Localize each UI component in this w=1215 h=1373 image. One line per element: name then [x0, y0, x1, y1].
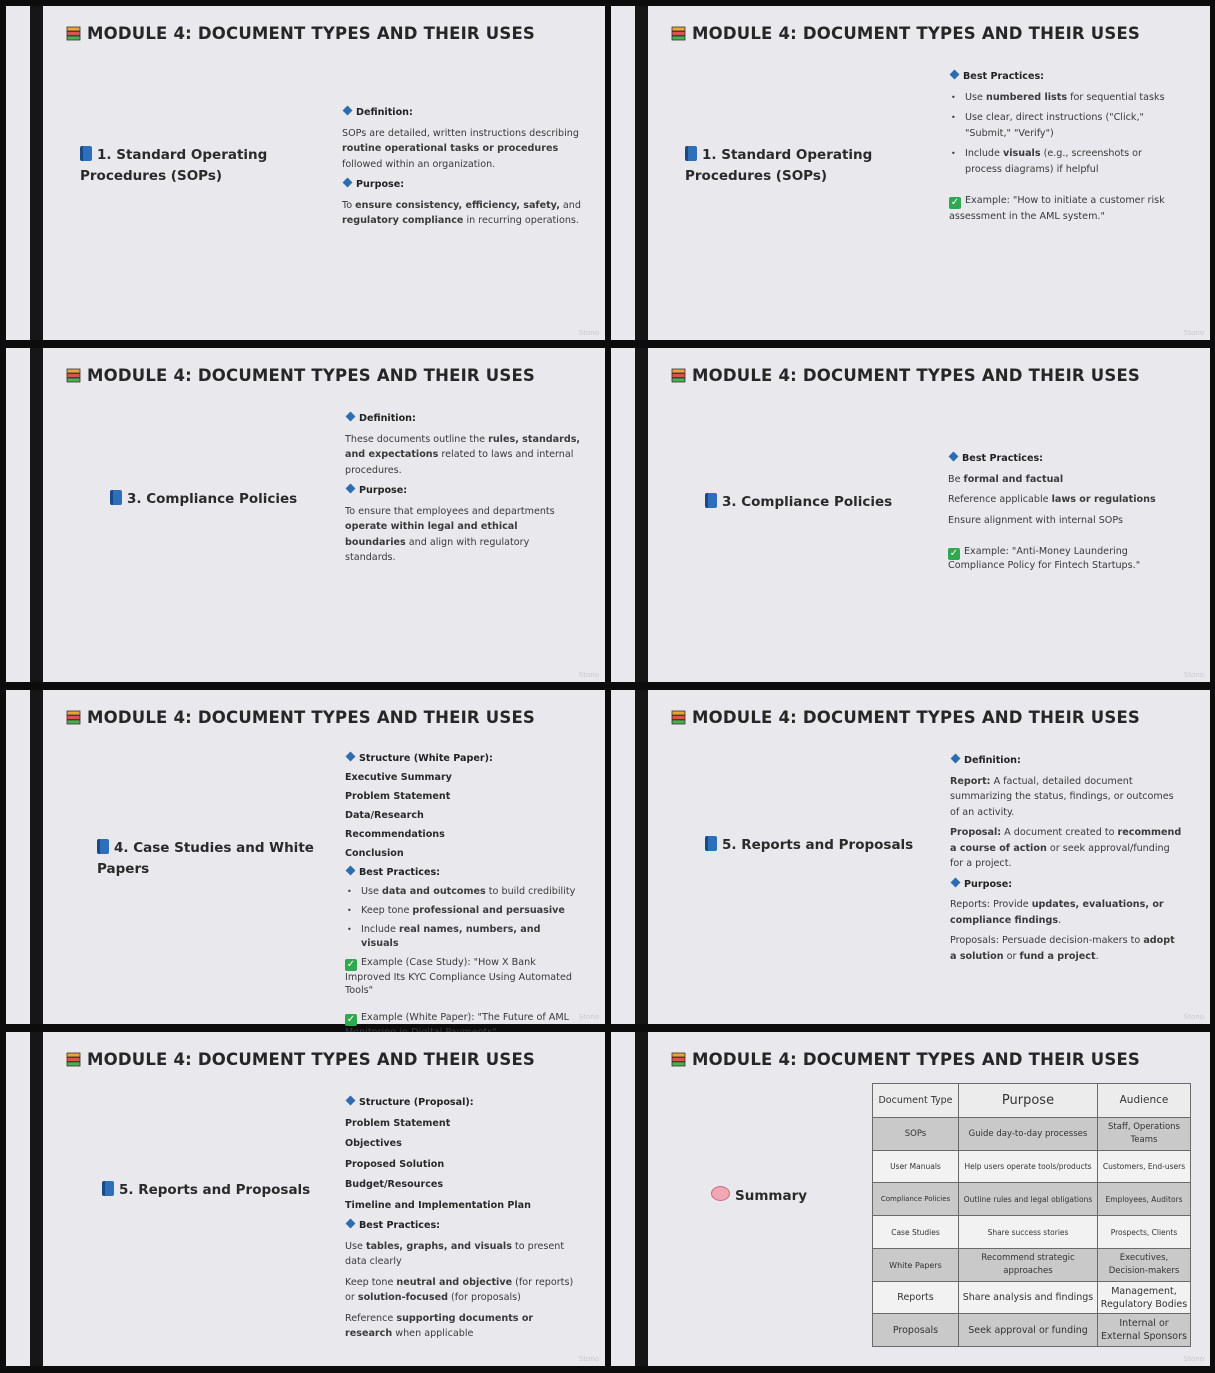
slide-left-bar — [30, 348, 43, 682]
practice-line: Keep tone neutral and objective (for reports) or solution-focused (for proposals) — [345, 1276, 574, 1303]
table-row — [873, 1151, 1191, 1183]
purpose-text: To ensure that employees and departments operate within legal and ethical boundaries and align with regulatory standards. — [345, 505, 555, 563]
table-cell: Prospects, Clients — [1098, 1216, 1191, 1249]
books-icon — [671, 710, 686, 725]
diamond-icon — [346, 412, 356, 422]
structure-item: Proposed Solution — [345, 1158, 445, 1170]
slide-topic: Summary — [711, 1186, 851, 1207]
table-cell: Compliance Policies — [873, 1183, 959, 1216]
definition-heading: Definition: — [950, 753, 1182, 769]
table-cell: Staff, Operations Teams — [1098, 1118, 1191, 1151]
books-icon — [66, 1052, 81, 1067]
slide-content — [345, 1095, 581, 1347]
table-cell: Outline rules and legal obligations — [959, 1183, 1098, 1216]
summary-table — [872, 1083, 1191, 1347]
diamond-icon — [346, 1219, 356, 1229]
structure-heading: Structure (Proposal): — [345, 1095, 581, 1111]
checkmark-icon: ✓ — [950, 197, 960, 208]
books-icon — [66, 26, 81, 41]
slide-6[interactable] — [611, 690, 1210, 1024]
table-cell: Share analysis and findings — [959, 1282, 1098, 1314]
slide-title: MODULE 4: DOCUMENT TYPES AND THEIR USES — [671, 24, 1140, 43]
slide-content — [949, 69, 1179, 230]
table-cell: Proposals — [873, 1314, 959, 1347]
table-cell: SOPs — [873, 1118, 959, 1151]
slide-left-bar — [635, 6, 648, 340]
diamond-icon — [346, 1096, 356, 1106]
checkmark-icon: ✓ — [346, 959, 356, 970]
diamond-icon — [346, 752, 356, 762]
books-icon — [671, 368, 686, 383]
slide-left-bar — [635, 690, 648, 1024]
book-icon — [97, 839, 109, 854]
slide-title: MODULE 4: DOCUMENT TYPES AND THEIR USES — [66, 1050, 535, 1069]
watermark: Stono — [578, 671, 599, 679]
report-definition: Report: A factual, detailed document summarizing the status, findings, or outcomes of an activity. — [950, 775, 1174, 818]
watermark: Stono — [1183, 329, 1204, 337]
slide-topic: 1. Standard Operating Procedures (SOPs) — [685, 147, 873, 184]
bullet-item: • Use numbered lists for sequential tasks — [949, 90, 1179, 106]
table-row — [873, 1118, 1191, 1151]
table-row — [873, 1183, 1191, 1216]
slide-left-bar — [30, 1032, 43, 1366]
table-row — [873, 1282, 1191, 1314]
table-row — [873, 1249, 1191, 1282]
slide-topic: 5. Reports and Proposals — [102, 1180, 322, 1201]
slide-left-bar — [30, 690, 43, 1024]
example-text: ✓ Example: "How to initiate a customer risk assessment in the AML system." — [949, 195, 1165, 222]
slide-title: MODULE 4: DOCUMENT TYPES AND THEIR USES — [66, 24, 535, 43]
structure-item: Timeline and Implementation Plan — [345, 1199, 531, 1211]
structure-item: Data/Research — [345, 810, 424, 821]
table-header-row — [873, 1084, 1191, 1118]
bullet-item: • Use data and outcomes to build credibility — [345, 885, 579, 899]
slide-content — [950, 753, 1182, 969]
table-cell: White Papers — [873, 1249, 959, 1282]
books-icon — [671, 1052, 686, 1067]
diamond-icon — [346, 484, 356, 494]
example-text: ✓ Example: "Anti-Money Laundering Compliance Policy for Fintech Startups." — [948, 546, 1141, 571]
watermark: Stono — [1183, 1355, 1204, 1363]
diamond-icon — [950, 70, 960, 80]
best-practices-heading: Best Practices: — [948, 451, 1178, 467]
table-cell: User Manuals — [873, 1151, 959, 1183]
watermark: Stono — [578, 329, 599, 337]
definition-text: SOPs are detailed, written instructions describing routine operational tasks or procedures followed within an organization. — [342, 127, 579, 170]
slide-title: MODULE 4: DOCUMENT TYPES AND THEIR USES — [66, 366, 535, 385]
book-icon — [110, 490, 122, 505]
example-text: ✓ Example (White Paper): "The Future of AML — [346, 1012, 569, 1025]
watermark: Stono — [1183, 671, 1204, 679]
watermark: Stono — [578, 1355, 599, 1363]
diamond-icon — [951, 754, 961, 764]
slide-topic: 1. Standard Operating Procedures (SOPs) — [80, 147, 268, 184]
purpose-proposals: Proposals: Persuade decision-makers to adopt a solution or fund a project. — [950, 935, 1175, 962]
slide-4[interactable] — [611, 348, 1210, 682]
diamond-icon — [343, 106, 353, 116]
slide-content — [345, 752, 579, 1044]
book-icon — [705, 493, 717, 508]
slide-3[interactable] — [6, 348, 605, 682]
header-cell: Audience — [1098, 1084, 1191, 1118]
structure-item: Recommendations — [345, 829, 445, 840]
slide-topic: 4. Case Studies and White Papers — [97, 840, 314, 877]
slide-topic: 5. Reports and Proposals — [705, 835, 925, 856]
purpose-text: To ensure consistency, efficiency, safety, and regulatory compliance in recurring operations. — [342, 199, 581, 226]
practice-line: Reference supporting documents or research when applicable — [345, 1312, 534, 1339]
table-cell: Help users operate tools/products — [959, 1151, 1098, 1183]
brain-icon — [711, 1186, 730, 1201]
structure-item: Problem Statement — [345, 791, 451, 802]
header-cell: Purpose — [959, 1084, 1098, 1118]
structure-item: Objectives — [345, 1138, 402, 1149]
practice-line: Use tables, graphs, and visuals to present data clearly — [345, 1240, 565, 1267]
slide-title: MODULE 4: DOCUMENT TYPES AND THEIR USES — [66, 708, 535, 727]
slide-left-bar — [635, 348, 648, 682]
book-icon — [685, 146, 697, 161]
bullet-item: • Keep tone professional and persuasive — [345, 904, 579, 918]
slide-8[interactable] — [611, 1032, 1210, 1366]
table-row — [873, 1216, 1191, 1249]
example-text: ✓ Example (Case Study): "How X Bank Improved Its KYC Compliance Using Automated Tools" — [345, 957, 572, 996]
header-cell: Document Type — [873, 1084, 959, 1118]
book-icon — [102, 1181, 114, 1196]
slide-5[interactable] — [6, 690, 605, 1024]
slide-topic: 3. Compliance Policies — [110, 489, 330, 510]
practice-line: Reference applicable laws or regulations — [948, 494, 1156, 505]
bullet-item: • Include visuals (e.g., screenshots or process diagrams) if helpful — [949, 146, 1179, 177]
table-cell: Management, Regulatory Bodies — [1098, 1282, 1191, 1314]
table-cell: Customers, End-users — [1098, 1151, 1191, 1183]
best-practices-heading: Best Practices: — [345, 1218, 581, 1234]
slide-left-bar — [30, 6, 43, 340]
watermark: Stono — [1183, 1013, 1204, 1021]
table-cell: Seek approval or funding — [959, 1314, 1098, 1347]
practice-line: Ensure alignment with internal SOPs — [948, 514, 1123, 526]
proposal-definition: Proposal: A document created to recommend a course of action or seek approval/funding for a project. — [950, 827, 1182, 869]
purpose-reports: Reports: Provide updates, evaluations, or compliance findings. — [950, 899, 1164, 926]
slide-1[interactable] — [6, 6, 605, 340]
purpose-heading: Purpose: — [342, 177, 582, 193]
table-cell: Internal or External Sponsors — [1098, 1314, 1191, 1347]
best-practices-heading: Best Practices: — [345, 866, 579, 880]
checkmark-icon: ✓ — [949, 548, 959, 559]
table-cell: Recommend strategic approaches — [959, 1249, 1098, 1282]
slide-7[interactable] — [6, 1032, 605, 1366]
structure-heading: Structure (White Paper): — [345, 752, 579, 766]
slide-title: MODULE 4: DOCUMENT TYPES AND THEIR USES — [671, 708, 1140, 727]
table-cell: Reports — [873, 1282, 959, 1314]
books-icon — [66, 368, 81, 383]
diamond-icon — [343, 178, 353, 188]
slide-topic: 3. Compliance Policies — [705, 492, 925, 513]
structure-item: Budget/Resources — [345, 1179, 444, 1190]
watermark: Stono — [578, 1013, 599, 1021]
checkmark-icon: ✓ — [346, 1014, 356, 1025]
structure-item: Executive Summary — [345, 772, 452, 783]
table-cell: Share success stories — [959, 1216, 1098, 1249]
structure-item: Conclusion — [345, 848, 404, 859]
slide-content — [948, 451, 1178, 578]
bullet-item: • Use clear, direct instructions ("Click," "Submit," "Verify") — [949, 110, 1179, 141]
purpose-heading: Purpose: — [345, 483, 581, 499]
books-icon — [671, 26, 686, 41]
purpose-heading: Purpose: — [950, 877, 1182, 893]
diamond-icon — [346, 866, 356, 876]
slide-title: MODULE 4: DOCUMENT TYPES AND THEIR USES — [671, 1050, 1140, 1069]
books-icon — [66, 710, 81, 725]
table-row — [873, 1314, 1191, 1347]
slide-title: MODULE 4: DOCUMENT TYPES AND THEIR USES — [671, 366, 1140, 385]
structure-item: Problem Statement — [345, 1117, 451, 1129]
table-cell: Guide day-to-day processes — [959, 1118, 1098, 1151]
best-practices-heading: Best Practices: — [949, 69, 1179, 85]
book-icon — [705, 836, 717, 851]
table-cell: Employees, Auditors — [1098, 1183, 1191, 1216]
bullet-item: • Include real names, numbers, and visuals — [345, 923, 579, 951]
definition-text: These documents outline the rules, standards, and expectations related to laws and internal procedures. — [345, 433, 581, 476]
table-cell: Case Studies — [873, 1216, 959, 1249]
definition-heading: Definition: — [342, 105, 582, 121]
slide-left-bar — [635, 1032, 648, 1366]
diamond-icon — [951, 877, 961, 887]
slide-2[interactable] — [611, 6, 1210, 340]
book-icon — [80, 146, 92, 161]
practice-line: Be formal and factual — [948, 473, 1064, 485]
slide-content — [345, 411, 581, 571]
table-cell: Executives, Decision-makers — [1098, 1249, 1191, 1282]
slide-content — [342, 105, 582, 234]
definition-heading: Definition: — [345, 411, 581, 427]
diamond-icon — [949, 452, 959, 462]
